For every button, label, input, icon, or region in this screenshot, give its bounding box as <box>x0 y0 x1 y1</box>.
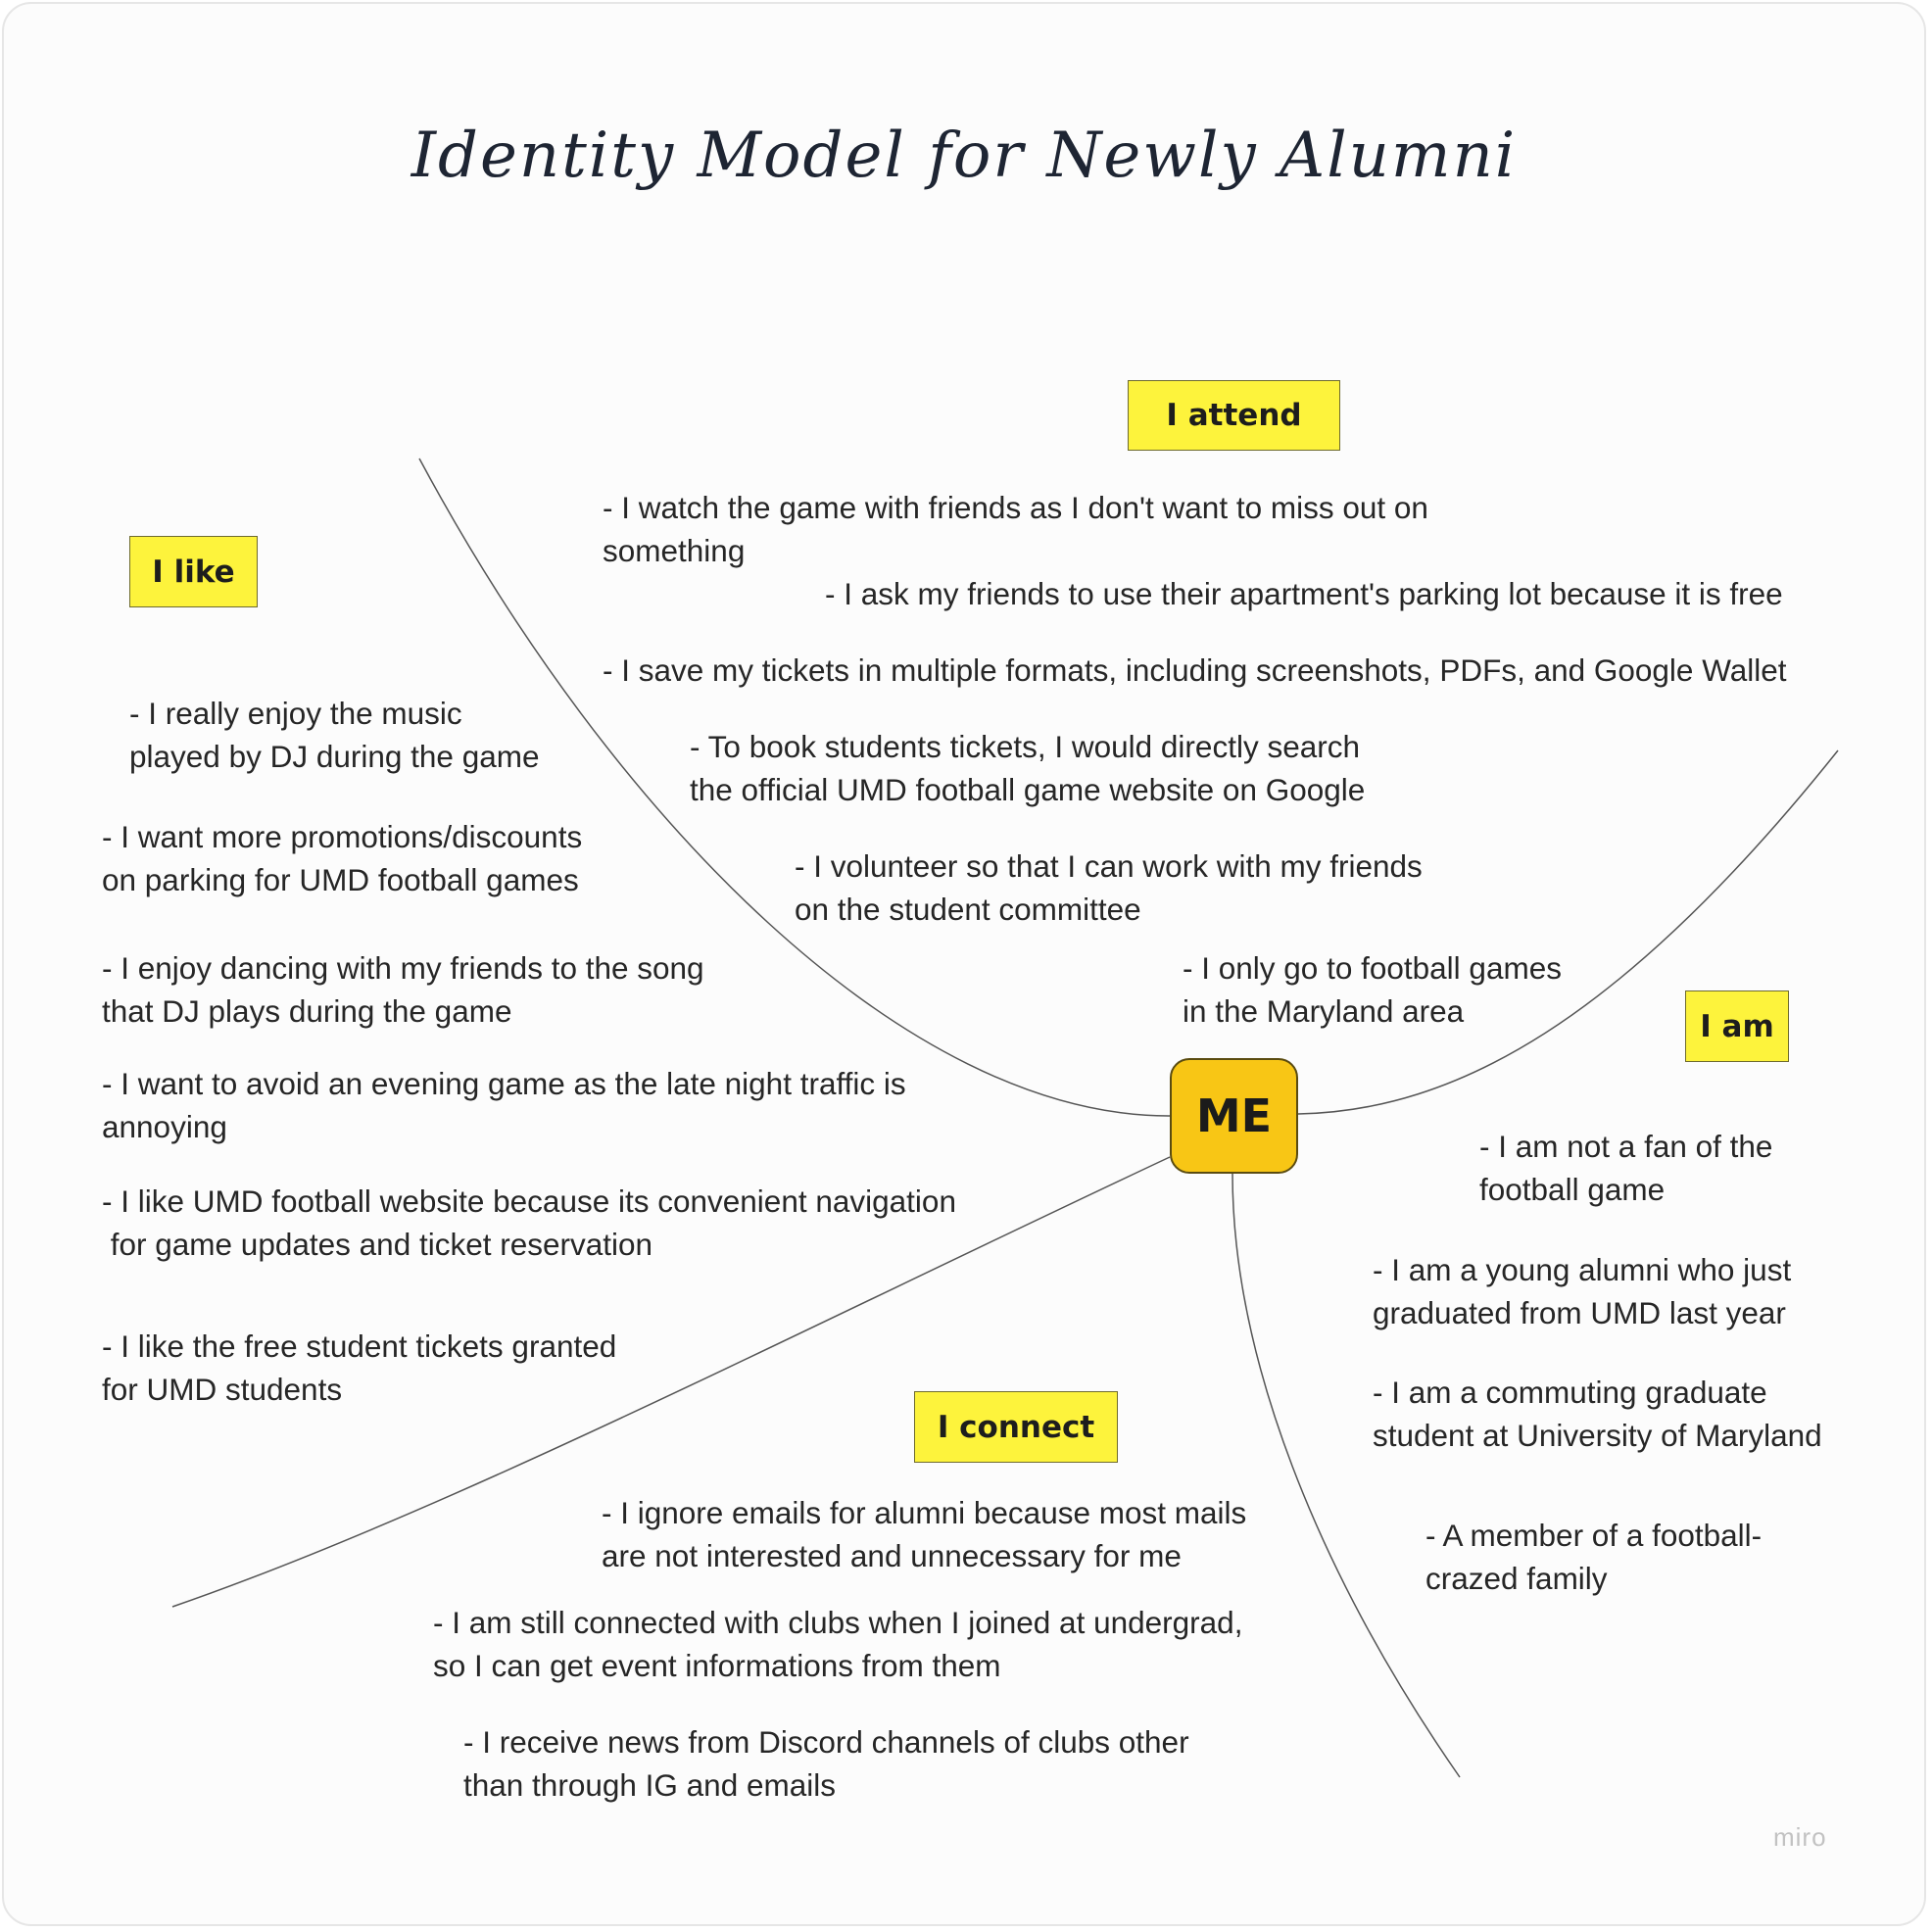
miro-watermark: miro <box>1773 1822 1827 1852</box>
whiteboard-canvas <box>2 2 1926 1926</box>
note-like-6[interactable]: - I like the free student tickets granted for UMD students <box>102 1328 617 1407</box>
sticky-i-connect[interactable]: I connect <box>914 1391 1118 1463</box>
note-connect-1[interactable]: - I ignore emails for alumni because most mails are not interested and unnecessary for me <box>602 1495 1247 1573</box>
note-attend-5[interactable]: - I volunteer so that I can work with my friends on the student committee <box>795 848 1423 927</box>
note-am-4[interactable]: - A member of a football- crazed family <box>1425 1518 1763 1596</box>
note-attend-4[interactable]: - To book students tickets, I would directly search the official UMD football game website on Google <box>690 729 1366 807</box>
note-like-5[interactable]: - I like UMD football website because its convenient navigation for game updates and ticket reservation <box>102 1183 956 1262</box>
note-connect-3[interactable]: - I receive news from Discord channels of clubs other than through IG and emails <box>463 1724 1189 1803</box>
note-connect-2[interactable]: - I am still connected with clubs when I joined at undergrad, so I can get event informations from them <box>433 1605 1243 1683</box>
note-attend-6[interactable]: - I only go to football games in the Maryland area <box>1183 950 1562 1029</box>
note-like-1[interactable]: - I really enjoy the music played by DJ during the game <box>129 696 540 774</box>
note-am-2[interactable]: - I am a young alumni who just graduated from UMD last year <box>1373 1252 1792 1330</box>
note-am-3[interactable]: - I am a commuting graduate student at University of Maryland <box>1373 1375 1822 1453</box>
sticky-i-am[interactable]: I am <box>1685 990 1789 1062</box>
sticky-i-attend[interactable]: I attend <box>1128 380 1340 451</box>
note-like-4[interactable]: - I want to avoid an evening game as the late night traffic is annoying <box>102 1066 906 1144</box>
note-attend-1[interactable]: - I watch the game with friends as I don't want to miss out on something <box>603 490 1428 568</box>
sticky-i-like[interactable]: I like <box>129 536 258 607</box>
diagram-title: Identity Model for Newly Alumni <box>411 120 1518 192</box>
note-like-2[interactable]: - I want more promotions/discounts on parking for UMD football games <box>102 819 583 897</box>
note-attend-3[interactable]: - I save my tickets in multiple formats, including screenshots, PDFs, and Google Wallet <box>603 652 1787 688</box>
note-attend-2[interactable]: - I ask my friends to use their apartment's parking lot because it is free <box>825 576 1783 611</box>
note-like-3[interactable]: - I enjoy dancing with my friends to the song that DJ plays during the game <box>102 950 704 1029</box>
note-am-1[interactable]: - I am not a fan of the football game <box>1479 1129 1773 1207</box>
center-node-me[interactable]: ME <box>1170 1058 1298 1174</box>
